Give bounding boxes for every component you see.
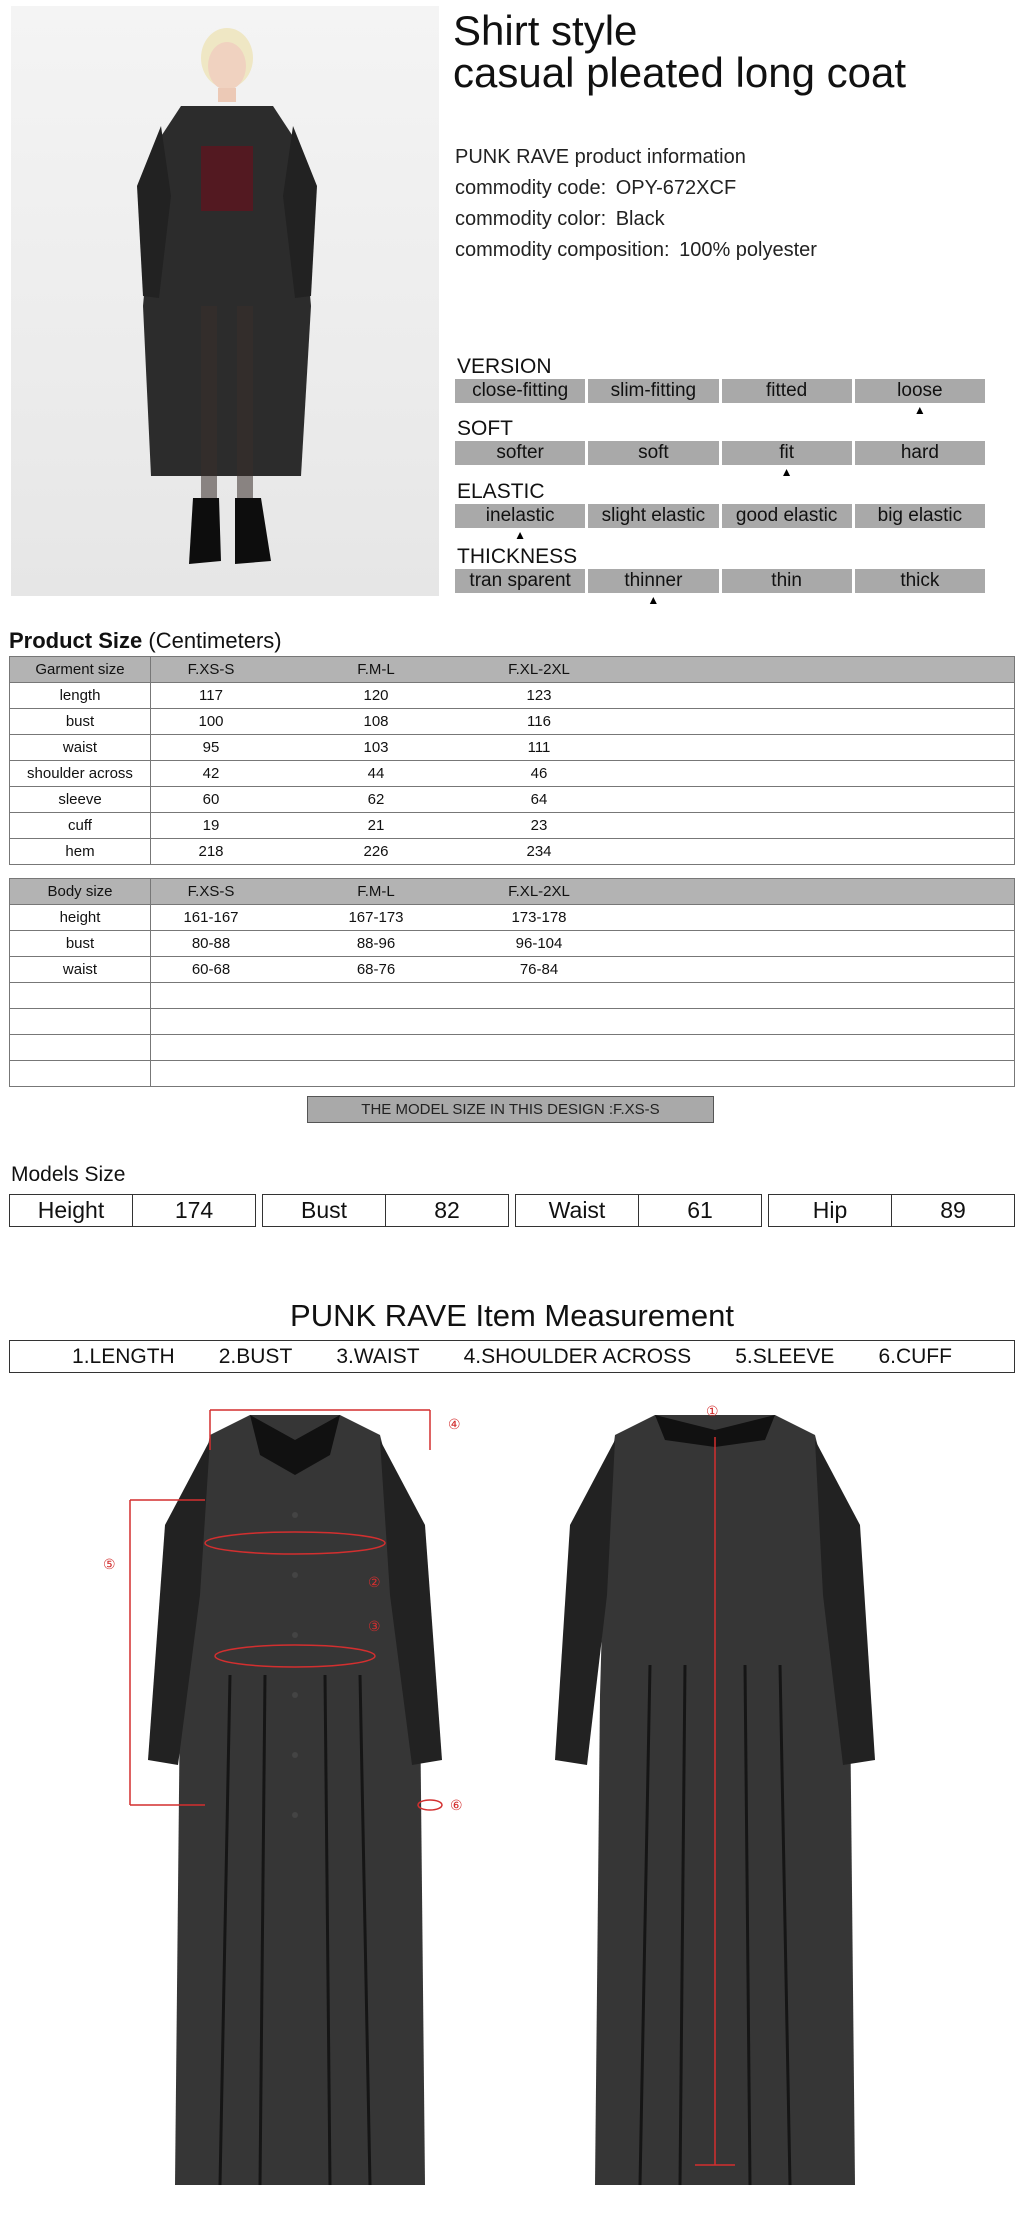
table-header-row	[10, 657, 1015, 683]
measurement-item: 3.WAIST	[336, 1344, 420, 1368]
commodity-code-row	[455, 173, 817, 204]
table-row	[10, 983, 1015, 1009]
selection-marker-icon: ▲	[780, 465, 793, 479]
option-cell: soft	[588, 441, 718, 465]
size-label-cell: hem	[10, 839, 151, 865]
garment-back-diagram	[545, 1395, 905, 2210]
models-size-value: 89	[940, 1197, 966, 1223]
option-cell: thin	[722, 569, 852, 593]
size-value	[479, 1061, 599, 1086]
option-cell: fit	[722, 441, 852, 465]
measurement-item: 5.SLEEVE	[735, 1344, 835, 1368]
size-value: 62	[367, 791, 385, 808]
size-value: 108	[363, 713, 389, 730]
models-size-title: Models Size	[11, 1163, 126, 1186]
model-figure-illustration	[11, 6, 439, 596]
body-size-table	[9, 878, 1015, 1087]
models-size-height	[9, 1194, 256, 1227]
size-value	[151, 983, 271, 1008]
size-label-cell: cuff	[10, 813, 151, 839]
marker-1: ①	[706, 1403, 719, 1419]
size-value	[151, 1009, 271, 1034]
size-value: F.XL-2XL	[508, 883, 570, 900]
option-cell: slim-fitting	[588, 379, 718, 403]
option-cell: inelastic	[455, 504, 585, 528]
size-value	[151, 1061, 271, 1086]
garment-front-diagram	[100, 1395, 500, 2210]
marker-2: ②	[368, 1574, 381, 1590]
option-cell: close-fitting	[455, 379, 585, 403]
table-row	[10, 1061, 1015, 1087]
table-row	[10, 931, 1015, 957]
models-size-label: Height	[10, 1195, 133, 1226]
size-value: 123	[526, 687, 552, 704]
size-label-cell: bust	[10, 931, 151, 957]
attribute-label: SOFT	[457, 417, 513, 440]
size-value: 167-173	[348, 909, 404, 926]
selection-marker-row	[455, 528, 985, 542]
size-label-cell	[10, 983, 151, 1009]
option-cell: big elastic	[855, 504, 985, 528]
measurement-item: 1.LENGTH	[72, 1344, 175, 1368]
color-value: Black	[615, 208, 665, 230]
size-value: 46	[530, 765, 548, 782]
size-values-cell	[151, 957, 1015, 983]
table-row	[10, 761, 1015, 787]
option-cell: thick	[855, 569, 985, 593]
option-cell: loose	[855, 379, 985, 403]
option-cell: hard	[855, 441, 985, 465]
size-value: 44	[367, 765, 385, 782]
marker-4: ④	[448, 1416, 461, 1432]
table-row	[10, 813, 1015, 839]
models-size-waist	[515, 1194, 762, 1227]
table-row	[10, 735, 1015, 761]
product-size-title	[9, 628, 282, 654]
selection-marker-row	[455, 593, 985, 607]
size-value: 80-88	[191, 935, 231, 952]
attribute-label: ELASTIC	[457, 480, 545, 503]
size-value: F.M-L	[357, 661, 395, 678]
size-value: 60	[202, 791, 220, 808]
selection-marker-row	[455, 465, 985, 479]
size-value: 64	[530, 791, 548, 808]
table-row	[10, 683, 1015, 709]
garment-front-svg	[100, 1395, 500, 2210]
size-value: 234	[526, 843, 552, 860]
attribute-options	[455, 504, 985, 528]
selection-marker-row	[455, 403, 985, 417]
size-label-cell: Body size	[10, 879, 151, 905]
measurement-title: PUNK RAVE Item Measurement	[290, 1298, 734, 1333]
table-header-row	[10, 879, 1015, 905]
product-size-unit: (Centimeters)	[148, 628, 282, 653]
selection-marker-icon: ▲	[514, 528, 527, 542]
attribute-label: VERSION	[457, 355, 552, 378]
table-row	[10, 1035, 1015, 1061]
size-value: 116	[527, 713, 551, 730]
commodity-composition-row	[455, 235, 817, 266]
models-size-bust	[262, 1194, 509, 1227]
table-row	[10, 787, 1015, 813]
table-row	[10, 957, 1015, 983]
size-value: F.XL-2XL	[508, 661, 570, 678]
attribute-elastic	[455, 481, 985, 542]
size-value: 21	[367, 817, 385, 834]
marker-6: ⑥	[450, 1797, 463, 1813]
size-values-cell	[151, 657, 1015, 683]
attribute-version	[455, 356, 985, 417]
attribute-options	[455, 441, 985, 465]
size-value	[316, 1009, 436, 1034]
table-row	[10, 709, 1015, 735]
size-value: 161-167	[183, 909, 239, 926]
selection-marker-icon: ▲	[647, 593, 660, 607]
size-values-cell	[151, 1035, 1015, 1061]
size-label-cell: waist	[10, 735, 151, 761]
attribute-options	[455, 569, 985, 593]
size-label-cell: height	[10, 905, 151, 931]
product-info	[455, 142, 817, 266]
size-value	[479, 1009, 599, 1034]
attribute-thickness	[455, 546, 985, 607]
models-size-value: 82	[434, 1197, 460, 1223]
measurement-item: 2.BUST	[218, 1344, 293, 1368]
title-line-1: Shirt style	[453, 7, 638, 54]
measurement-item: 4.SHOULDER ACROSS	[463, 1344, 692, 1368]
size-value: 226	[363, 843, 389, 860]
size-label-cell: waist	[10, 957, 151, 983]
size-label-cell	[10, 1035, 151, 1061]
size-value: 173-178	[511, 909, 567, 926]
size-label-cell: shoulder across	[10, 761, 151, 787]
table-row	[10, 839, 1015, 865]
size-label-cell: sleeve	[10, 787, 151, 813]
attribute-options	[455, 379, 985, 403]
models-size-value: 174	[174, 1197, 214, 1223]
models-size-label: Hip	[769, 1195, 892, 1226]
size-value	[316, 1061, 436, 1086]
size-value: F.XS-S	[187, 661, 235, 678]
size-value: 68-76	[356, 961, 396, 978]
size-value	[479, 1035, 599, 1060]
color-label: commodity color:	[455, 208, 607, 230]
size-value: F.XS-S	[187, 883, 235, 900]
measurement-legend	[9, 1340, 1015, 1373]
size-values-cell	[151, 839, 1015, 865]
commodity-color-row	[455, 204, 817, 235]
size-value: 88-96	[356, 935, 396, 952]
measurement-item: 6.CUFF	[878, 1344, 952, 1368]
garment-back-svg	[545, 1395, 905, 2210]
models-size-row	[9, 1194, 1015, 1227]
option-cell: fitted	[722, 379, 852, 403]
option-cell: thinner	[588, 569, 718, 593]
brand-line: PUNK RAVE product information	[455, 146, 746, 168]
models-size-label: Waist	[516, 1195, 639, 1226]
size-value	[316, 983, 436, 1008]
table-row	[10, 905, 1015, 931]
size-value: 42	[202, 765, 220, 782]
option-cell: softer	[455, 441, 585, 465]
size-value: 103	[363, 739, 389, 756]
models-size-label: Bust	[263, 1195, 386, 1226]
composition-label: commodity composition:	[455, 239, 670, 261]
model-size-note: THE MODEL SIZE IN THIS DESIGN :F.XS-S	[307, 1096, 714, 1123]
selection-marker-icon: ▲	[913, 403, 926, 417]
code-label: commodity code:	[455, 177, 607, 199]
code-value: OPY-672XCF	[615, 177, 737, 199]
models-size-value: 61	[687, 1197, 713, 1223]
size-values-cell	[151, 735, 1015, 761]
size-values-cell	[151, 813, 1015, 839]
size-value: 100	[198, 713, 224, 730]
product-size-title-bold: Product Size	[9, 628, 143, 653]
size-values-cell	[151, 683, 1015, 709]
size-values-cell	[151, 905, 1015, 931]
option-cell: tran sparent	[455, 569, 585, 593]
size-label-cell: Garment size	[10, 657, 151, 683]
size-values-cell	[151, 787, 1015, 813]
size-values-cell	[151, 983, 1015, 1009]
size-label-cell	[10, 1009, 151, 1035]
size-value: 218	[198, 843, 224, 860]
size-label-cell: length	[10, 683, 151, 709]
size-values-cell	[151, 931, 1015, 957]
title-line-2: casual pleated long coat	[453, 49, 906, 96]
size-value: 120	[363, 687, 389, 704]
size-values-cell	[151, 761, 1015, 787]
size-values-cell	[151, 1009, 1015, 1035]
marker-3: ③	[368, 1618, 381, 1634]
size-value: 60-68	[191, 961, 231, 978]
composition-value: 100% polyester	[679, 239, 817, 261]
size-value: 76-84	[519, 961, 559, 978]
size-value: 96-104	[515, 935, 563, 952]
option-cell: slight elastic	[588, 504, 718, 528]
size-value: 23	[530, 817, 548, 834]
size-value: F.M-L	[357, 883, 395, 900]
option-cell: good elastic	[722, 504, 852, 528]
product-title	[453, 7, 906, 96]
size-value: 117	[199, 687, 223, 704]
size-values-cell	[151, 709, 1015, 735]
models-size-hip	[768, 1194, 1015, 1227]
table-row	[10, 1009, 1015, 1035]
garment-size-table	[9, 656, 1015, 865]
attribute-soft	[455, 418, 985, 479]
size-label-cell	[10, 1061, 151, 1087]
size-values-cell	[151, 879, 1015, 905]
marker-5: ⑤	[103, 1556, 116, 1572]
model-photo	[11, 6, 439, 596]
size-values-cell	[151, 1061, 1015, 1087]
size-label-cell: bust	[10, 709, 151, 735]
size-value	[151, 1035, 271, 1060]
attribute-label: THICKNESS	[457, 545, 578, 568]
size-value	[479, 983, 599, 1008]
size-value: 95	[202, 739, 220, 756]
size-value: 111	[527, 739, 551, 756]
size-value: 19	[202, 817, 220, 834]
size-value	[316, 1035, 436, 1060]
